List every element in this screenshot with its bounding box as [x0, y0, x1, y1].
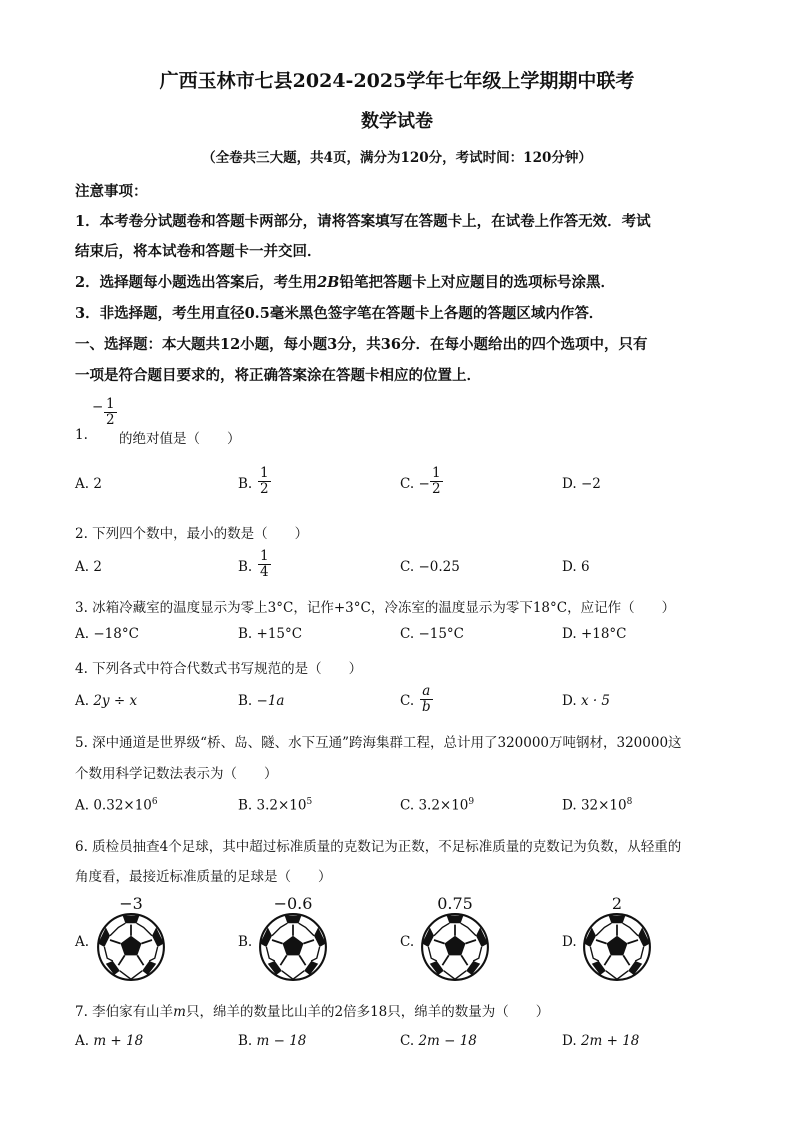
q7-text: 7. 李伯家有山羊m只，绵羊的数量比山羊的2倍多18只，绵羊的数量为（ ） [75, 1004, 550, 1020]
q5-line-1: 5. 深中通道是世界级“桥、岛、隧、水下互通”跨海集群工程，总计用了320000万吨钢材，320000这 [75, 735, 682, 751]
q1-option-d[interactable]: D. −2 [562, 476, 601, 492]
q1-option-c-label[interactable]: C. − [400, 476, 430, 492]
q1-option-c[interactable]: $\frac{1}{2}$ [432, 465, 441, 497]
q1-minus: − [92, 399, 104, 415]
exam-info: （全卷共三大题，共4页，满分为120分，考试时间：120分钟） [202, 150, 592, 166]
q6-line-1: 6. 质检员抽查4个足球，其中超过标准质量的克数记为正数，不足标准质量的克数记为负数，从轻重的 [75, 839, 682, 855]
q1-option-b-label[interactable]: B. [238, 476, 253, 492]
q7-option-a[interactable]: A. m + 18 [75, 1033, 144, 1049]
q6-option-a-label[interactable]: A. [75, 934, 90, 950]
q3-option-c[interactable]: C. −15°C [400, 626, 465, 642]
q5-option-c[interactable]: C. $3.2\times 10^9$ [400, 797, 475, 814]
q4-option-c[interactable]: $\frac{a}{b}$ [422, 683, 431, 715]
q1-fraction: $\frac{1}{2}$ [106, 396, 115, 428]
q6-option-d-label[interactable]: D. [562, 934, 577, 950]
notice-item-2: 2．选择题每小题选出答案后，考生用2B铅笔把答题卡上对应题目的选项标号涂黑． [75, 274, 615, 291]
q6-ball-a-value: −3 [119, 894, 143, 913]
q6-ball-c-value: 0.75 [437, 894, 473, 913]
q6-ball-b-value: −0.6 [273, 894, 313, 913]
q2-option-a[interactable]: A. 2 [75, 559, 102, 575]
soccer-ball-icon[interactable] [96, 912, 166, 982]
q6-option-b-label[interactable]: B. [238, 934, 253, 950]
q5-line-2: 个数用科学记数法表示为（ ） [75, 766, 278, 782]
q3-option-b[interactable]: B. +15°C [238, 626, 303, 642]
q5-option-d[interactable]: D. $32\times 10^8$ [562, 797, 633, 814]
exam-title: 广西玉林市七县2024-2025学年七年级上学期期中联考 [159, 70, 635, 92]
q7-option-d[interactable]: D. 2m + 18 [562, 1033, 640, 1049]
q2-option-b-label[interactable]: B. [238, 559, 253, 575]
q5-option-b[interactable]: B. $3.2\times 10^5$ [238, 797, 313, 814]
q7-option-c[interactable]: C. 2m − 18 [400, 1033, 477, 1049]
q1-text: 的绝对值是（ ） [119, 431, 241, 447]
exam-subtitle: 数学试卷 [361, 111, 433, 132]
section-1-line-2: 一项是符合题目要求的，将正确答案涂在答题卡相应的位置上． [75, 367, 481, 384]
q4-option-b[interactable]: B. −1a [238, 693, 285, 709]
q2-option-b[interactable]: $\frac{1}{4}$ [260, 548, 269, 580]
q1-option-b[interactable]: $\frac{1}{2}$ [260, 465, 269, 497]
q3-text: 3. 冰箱冷藏室的温度显示为零上3°C，记作+3°C，冷冻室的温度显示为零下18°C，应记作（ ） [75, 600, 676, 616]
soccer-ball-icon[interactable] [582, 912, 652, 982]
q1-option-a[interactable]: A. 2 [75, 476, 102, 492]
q4-option-a[interactable]: A. 2y ÷ x [75, 693, 138, 709]
section-1-line-1: 一、选择题：本大题共12小题，每小题3分，共36分．在每小题给出的四个选项中，只有 [75, 336, 648, 353]
q1-number: 1. [75, 427, 88, 443]
q3-option-d[interactable]: D. +18°C [562, 626, 627, 642]
soccer-ball-icon[interactable] [258, 912, 328, 982]
q4-option-c-label[interactable]: C. [400, 693, 415, 709]
q7-option-b[interactable]: B. m − 18 [238, 1033, 307, 1049]
q4-option-d[interactable]: D. x · 5 [562, 693, 611, 709]
q6-option-c-label[interactable]: C. [400, 934, 415, 950]
q6-line-2: 角度看，最接近标准质量的足球是（ ） [75, 869, 332, 885]
q2-text: 2. 下列四个数中，最小的数是（ ） [75, 526, 309, 542]
q2-option-d[interactable]: D. 6 [562, 559, 590, 575]
notice-heading: 注意事项： [75, 183, 148, 200]
notice-item-1-line-2: 结束后，将本试卷和答题卡一并交回． [75, 243, 322, 260]
notice-item-3: 3．非选择题，考生用直径0.5毫米黑色签字笔在答题卡上各题的答题区域内作答． [75, 305, 604, 322]
q6-ball-d-value: 2 [611, 894, 623, 913]
q2-option-c[interactable]: C. −0.25 [400, 559, 460, 575]
soccer-ball-icon[interactable] [420, 912, 490, 982]
q3-option-a[interactable]: A. −18°C [75, 626, 139, 642]
q5-option-a[interactable]: A. $0.32\times 10^6$ [75, 797, 158, 814]
q4-text: 4. 下列各式中符合代数式书写规范的是（ ） [75, 661, 363, 677]
notice-item-1-line-1: 1．本考卷分试题卷和答题卡两部分，请将答案填写在答题卡上，在试卷上作答无效．考试 [75, 213, 651, 230]
